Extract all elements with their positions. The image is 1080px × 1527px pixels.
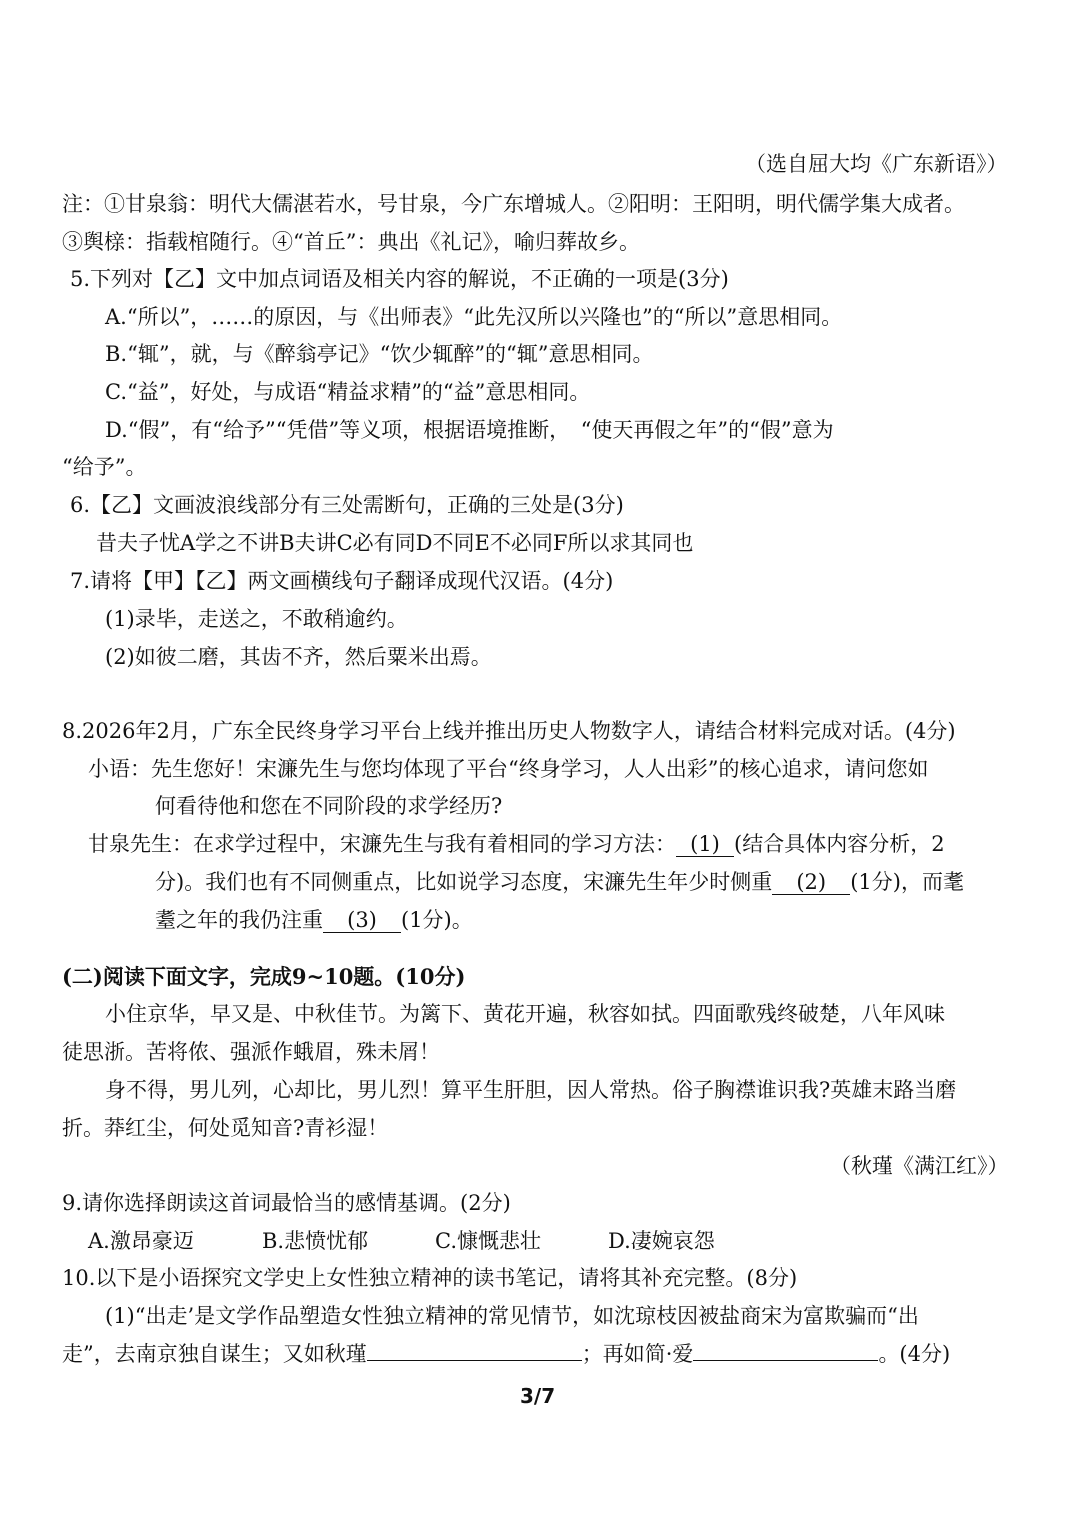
- q5-option-a: A.“所以”，……的原因，与《出师表》“此先汉所以兴隆也”的“所以”意思相同。: [105, 305, 843, 329]
- poem-line-1: 小住京华，早又是、中秋佳节。为篱下、黄花开遍，秋容如拭。四面歌残终破楚，八年风味: [105, 1002, 945, 1026]
- q7-item-1: (1)录毕，走送之，不敢稍逾约。: [105, 607, 408, 631]
- q8-ganquan-line1: [88, 830, 945, 858]
- poem-line-3: 身不得，男儿列，心却比，男儿烈！算平生肝胆，因人常热。俗子胸襟谁识我?英雄末路当磨: [105, 1078, 957, 1102]
- note-line-2: ③舆榇：指载棺随行。④“首丘”：典出《礼记》，喻归葬故乡。: [62, 230, 640, 254]
- q8-ganquan-text-2-end: (1分)，而耄: [850, 870, 964, 894]
- q5-option-c: C.“益”，好处，与成语“精益求精”的“益”意思相同。: [105, 380, 591, 404]
- q10-item1-line2: [62, 1340, 950, 1368]
- poem-line-4: 折。莽红尘，何处觅知音?青衫湿！: [62, 1116, 389, 1140]
- q8-ganquan-line3: [155, 906, 473, 934]
- q8-ganquan-text-2: 分)。我们也有不同侧重点，比如说学习态度，宋濂先生年少时侧重: [155, 870, 773, 894]
- q10-text-a: 走”，去南京独自谋生；又如秋瑾: [62, 1342, 367, 1366]
- q6-sentence: 昔夫子忧A学之不讲B夫讲C必有同D不同E不必同F所以求其同也: [96, 531, 694, 555]
- q10-blank-jane-eyre[interactable]: [693, 1360, 878, 1361]
- poem-line-2: 徒思浙。苦将侬、强派作蛾眉，殊未屑！: [62, 1040, 440, 1064]
- section-2-heading: (二)阅读下面文字，完成9~10题。(10分): [62, 964, 466, 989]
- q7-stem: 7.请将【甲】【乙】两文画横线句子翻译成现代汉语。(4分): [70, 569, 614, 593]
- q8-ganquan-text-1-end: (结合具体内容分析，2: [734, 832, 945, 856]
- q8-stem: 8.2026年2月，广东全民终身学习平台上线并推出历史人物数字人，请结合材料完成对话。(4分): [62, 719, 956, 743]
- q5-stem: 5.下列对【乙】文中加点词语及相关内容的解说，不正确的一项是(3分): [70, 267, 729, 291]
- q10-item1-line1: (1)“出走’是文学作品塑造女性独立精神的常见情节，如沈琼枝因被盐商宋为富欺骗而“出: [105, 1304, 919, 1328]
- q9-option-c: C.慷慨悲壮: [435, 1229, 541, 1253]
- q8-blank-1[interactable]: (1): [676, 832, 734, 857]
- q9-stem: 9.请你选择朗读这首词最恰当的感情基调。(2分): [62, 1191, 511, 1215]
- passage-source: （选自屈大均《广东新语》）: [745, 152, 1008, 176]
- q8-ganquan-text-3: 耋之年的我仍注重: [155, 908, 323, 932]
- q9-option-d: D.凄婉哀怨: [608, 1229, 715, 1253]
- q10-text-c: 。(4分): [878, 1342, 951, 1366]
- page-number: 3/7: [520, 1384, 556, 1408]
- q9-option-a: A.激昂豪迈: [88, 1229, 194, 1253]
- q10-text-b: ；再如简·爱: [581, 1342, 694, 1366]
- q10-blank-qiujin[interactable]: [367, 1360, 582, 1361]
- q8-blank-2[interactable]: (2): [772, 870, 850, 895]
- q7-item-2: (2)如彼二磨，其齿不齐，然后粟米出焉。: [105, 645, 492, 669]
- q8-ganquan-text-3-end: (1分)。: [401, 908, 473, 932]
- q5-option-d-line2: “给予”。: [62, 455, 147, 479]
- q8-xiaoyu-line1: 小语：先生您好！宋濂先生与您均体现了平台“终身学习，人人出彩”的核心追求，请问您如: [88, 757, 929, 781]
- poem-source: （秋瑾《满江红》）: [830, 1154, 1009, 1178]
- q6-stem: 6.【乙】文画波浪线部分有三处需断句，正确的三处是(3分): [70, 493, 624, 517]
- q5-option-b: B.“辄”，就，与《醉翁亭记》“饮少辄醉”的“辄”意思相同。: [105, 342, 654, 366]
- q8-xiaoyu-line2: 何看待他和您在不同阶段的求学经历?: [155, 794, 503, 818]
- q8-blank-3[interactable]: (3): [323, 908, 401, 933]
- q9-option-b: B.悲愤忧郁: [262, 1229, 369, 1253]
- q10-stem: 10.以下是小语探究文学史上女性独立精神的读书笔记，请将其补充完整。(8分): [62, 1266, 798, 1290]
- note-line-1: 注：①甘泉翁：明代大儒湛若水，号甘泉，今广东增城人。②阳明：王阳明，明代儒学集大成者。: [62, 192, 965, 216]
- q8-ganquan-text-1: 甘泉先生：在求学过程中，宋濂先生与我有着相同的学习方法：: [88, 832, 676, 856]
- q8-ganquan-line2: [155, 868, 964, 896]
- q5-option-d-line1: D.“假”，有“给予”“凭借”等义项，根据语境推断， “使天再假之年”的“假”意为: [105, 418, 834, 442]
